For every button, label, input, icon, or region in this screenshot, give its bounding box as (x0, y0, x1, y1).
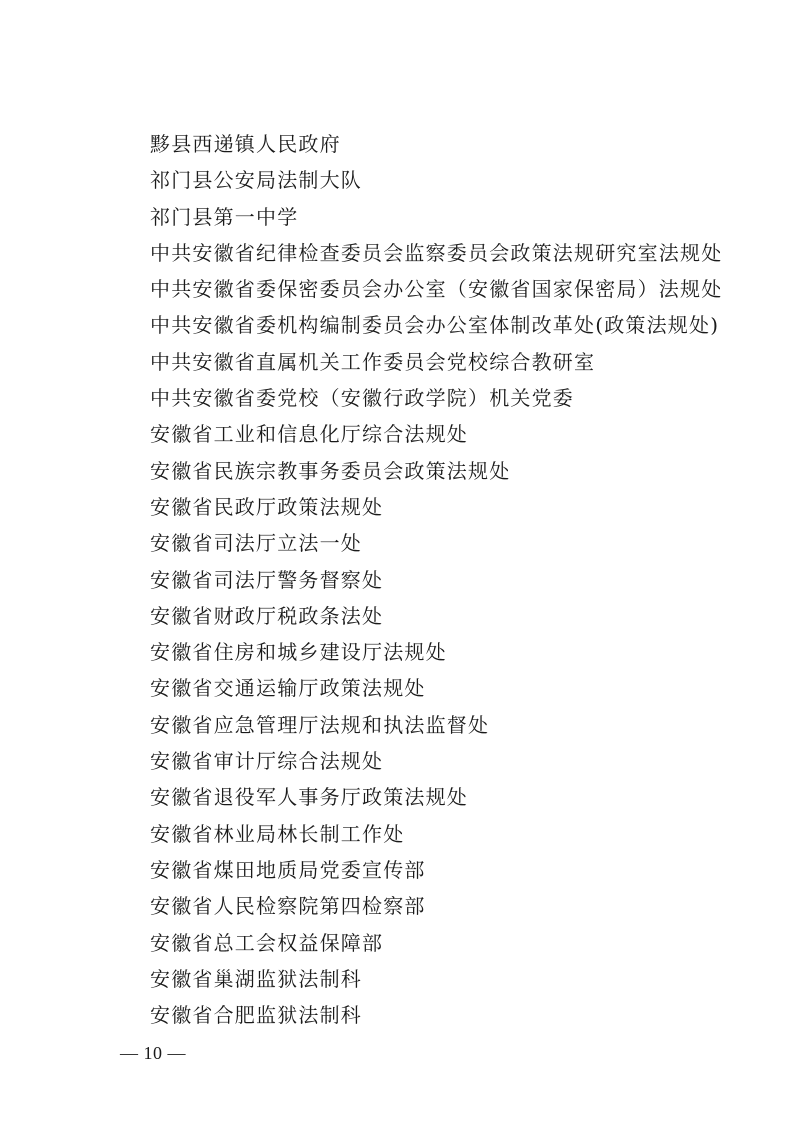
page-number: — 10 — (120, 1043, 186, 1063)
list-item: 安徽省司法厅警务督察处 (150, 567, 384, 592)
list-item: 中共安徽省纪律检查委员会监察委员会政策法规研究室法规处 (150, 240, 723, 265)
list-item: 安徽省合肥监狱法制科 (150, 1003, 362, 1028)
list-item: 祁门县公安局法制大队 (150, 168, 362, 193)
list-item: 中共安徽省委党校（安徽行政学院）机关党委 (150, 386, 574, 411)
list-item: 黟县西递镇人民政府 (150, 132, 341, 156)
organization-list (150, 126, 750, 1033)
list-item: 安徽省审计厅综合法规处 (150, 749, 384, 774)
list-item: 祁门县第一中学 (150, 204, 299, 229)
list-item: 安徽省民政厅政策法规处 (150, 494, 384, 519)
list-item: 中共安徽省委机构编制委员会办公室体制改革处(政策法规处) (150, 313, 720, 338)
list-item: 安徽省住房和城乡建设厅法规处 (150, 640, 447, 665)
list-item: 安徽省应急管理厅法规和执法监督处 (150, 712, 490, 737)
list-item: 安徽省煤田地质局党委宣传部 (150, 857, 426, 882)
list-item: 安徽省工业和信息化厅综合法规处 (150, 422, 468, 447)
list-item: 安徽省巢湖监狱法制科 (150, 966, 362, 991)
list-item: 安徽省财政厅税政条法处 (150, 603, 384, 628)
list-item: 安徽省司法厅立法一处 (150, 531, 362, 556)
list-item: 中共安徽省直属机关工作委员会党校综合教研室 (150, 349, 596, 374)
list-item: 安徽省交通运输厅政策法规处 (150, 676, 426, 701)
list-item: 安徽省退役军人事务厅政策法规处 (150, 785, 468, 810)
list-item: 安徽省民族宗教事务委员会政策法规处 (150, 458, 511, 483)
list-item: 中共安徽省委保密委员会办公室（安徽省国家保密局）法规处 (150, 277, 723, 302)
list-item: 安徽省人民检察院第四检察部 (150, 894, 426, 919)
list-item: 安徽省林业局林长制工作处 (150, 821, 405, 846)
list-item: 安徽省总工会权益保障部 (150, 930, 384, 955)
